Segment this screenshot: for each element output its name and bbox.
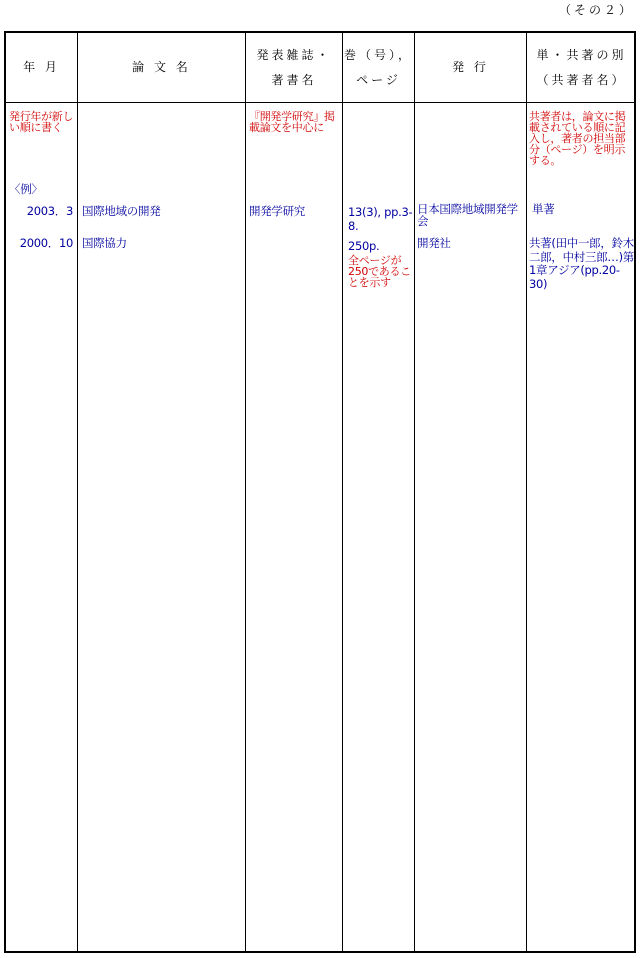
column-divider	[414, 33, 415, 951]
note-date-order: 発行年が新しい順に書く	[9, 110, 74, 134]
row2-date: 2000．10	[19, 236, 73, 250]
row2-volume: 250p.	[348, 239, 380, 253]
header-volume: 巻（号）， ページ	[343, 47, 413, 87]
column-divider	[245, 33, 246, 951]
row1-title: 国際地域の開発	[82, 204, 161, 218]
header-authorship: 単・共著の別 （共著者名）	[536, 47, 627, 87]
note-publication: 『開発学研究』掲載論文を中心に	[249, 110, 335, 134]
column-divider	[526, 33, 527, 951]
column-divider	[77, 33, 78, 951]
row1-publisher: 日本国際地域開発学会	[417, 202, 518, 228]
header-publisher: 発 行	[452, 60, 489, 74]
header-divider	[6, 102, 634, 103]
header-title: 論 文 名	[132, 60, 191, 74]
header-date: 年 月	[23, 60, 60, 74]
row1-authorship: 単著	[532, 202, 555, 216]
row2-authorship: 共著(田中一郎，鈴木二郎，中村三郎…)第1章アジア(pp.20-30)	[529, 236, 634, 291]
row1-date: 2003．3	[26, 204, 73, 218]
row1-volume: 13(3), pp.3-8.	[348, 205, 413, 233]
row2-title: 国際協力	[82, 236, 127, 250]
example-label: 〈例〉	[9, 182, 43, 196]
column-divider	[342, 33, 343, 951]
row1-publication: 開発学研究	[249, 204, 305, 218]
row2-volume-note: 全ページが250であることを示す	[348, 254, 411, 289]
header-publication: 発表雑誌・ 著書名	[256, 47, 332, 87]
publication-table	[4, 31, 636, 953]
note-authorship: 共著者は，論文に掲載されている順に記入し，著者の担当部分（ページ）を明示する。	[529, 110, 626, 167]
row2-publisher: 開発社	[417, 236, 451, 250]
page-number: （その２）	[558, 3, 634, 17]
